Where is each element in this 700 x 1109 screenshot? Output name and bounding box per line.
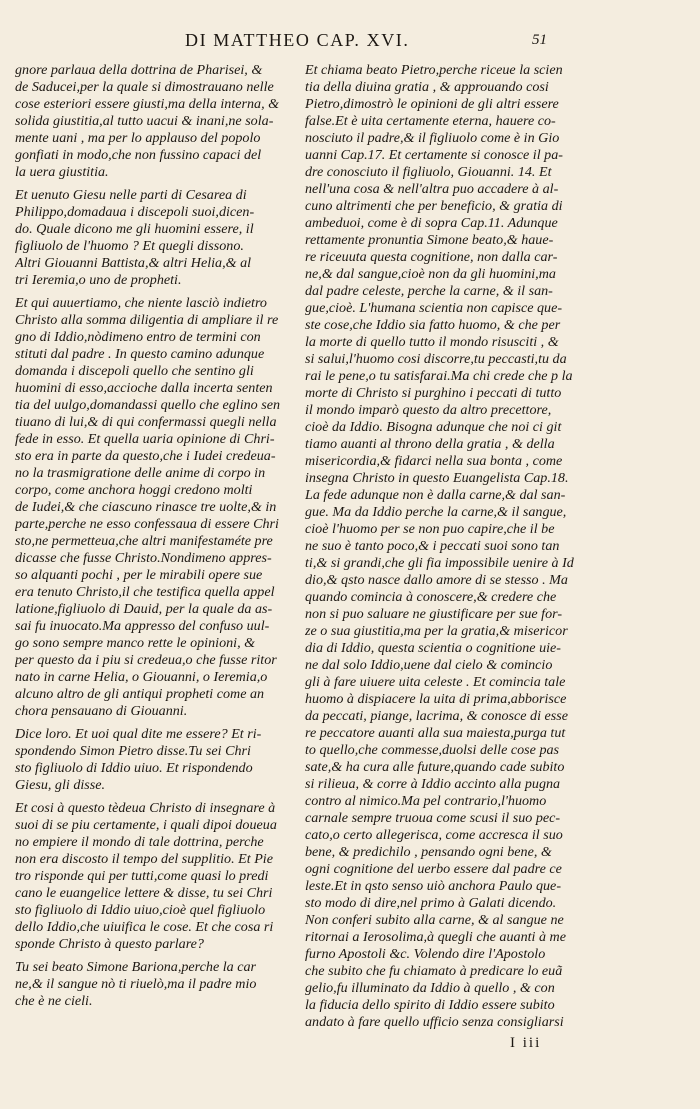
text-line: dello Iddio,che uiuifica le cose. Et che cosa ri <box>15 919 274 935</box>
text-line: dicasse che fusse Christo.Nondimeno appres- <box>15 550 272 566</box>
text-line: gli à fare uiuere uita celeste . Et comincia tale <box>305 674 566 690</box>
text-line: cato,o certo allegerisca, come accresca il suo <box>305 827 563 843</box>
text-line: sto era in parte da questo,che i Iudei credeua- <box>15 448 276 464</box>
text-line: andato à fare quello ufficio senza consigliarsi <box>305 1014 564 1030</box>
text-line: Tu sei beato Simone Bariona,perche la car <box>15 959 256 975</box>
paragraph <box>305 62 591 1031</box>
text-line: mente uani , ma per lo applauso del popolo <box>15 130 261 146</box>
text-line: sto figliuolo di Iddio uiuo. Et rispondendo <box>15 760 253 776</box>
text-line: false.Et è uita certamente eterna, hauere co- <box>305 113 556 129</box>
text-line: corpo, come anchora hoggi credono molti <box>15 482 253 498</box>
text-line: solida giustitia,al tutto uacui & inani,ne sola- <box>15 113 274 129</box>
text-line: Et qui auuertiamo, che niente lasciò indietro <box>15 295 267 311</box>
text-line: spondendo Simon Pietro disse.Tu sei Chri <box>15 743 251 759</box>
text-line: morte di Christo si purghino i peccati di tutto <box>305 385 562 401</box>
text-line: sto,ne permetteua,che altri manifestaméte pre <box>15 533 273 549</box>
text-line: Dice loro. Et uoi qual dite me essere? Et ri- <box>15 726 262 742</box>
text-line: Pietro,dimostrò le opinioni de gli altri essere <box>305 96 559 112</box>
text-line: sto modo di dire,nel primo à Galati dicendo. <box>305 895 557 911</box>
page-header <box>0 30 700 54</box>
text-line: dio,& qsto nasce dallo amore di se stesso . Ma <box>305 572 568 588</box>
text-line: sai fu inuocato.Ma appresso del confuso uul- <box>15 618 270 634</box>
text-line: Non conferi subito alla carne, & al sangue ne <box>305 912 564 928</box>
text-line: non era discosto il tempo del supplitio. Et Pie <box>15 851 273 867</box>
text-line: do. Quale dicono me gli huomini essere, il <box>15 221 254 237</box>
text-line: la morte di quello tutto il mondo risusciti , & <box>305 334 559 350</box>
text-line: fede in esso. Et quella uaria opinione di Chri- <box>15 431 275 447</box>
text-line: La fede adunque non è dalla carne,& dal san- <box>305 487 566 503</box>
text-line: si rilieua, & corre à Iddio accinto alla pugna <box>305 776 561 792</box>
text-line: alcuno altro de gli antiqui propheti come an <box>15 686 265 702</box>
text-line: tia della diuina gratia , & approuando cosi <box>305 79 549 95</box>
text-line: cioè l'huomo per se non puo capire,che il be <box>305 521 555 537</box>
text-line: il mondo imparò questo da altro precettore, <box>305 402 552 418</box>
text-line: sponde Christo à questo parlare? <box>15 936 204 952</box>
text-line: tiuano di lui,& di qui confermassi quegli nella <box>15 414 277 430</box>
text-line: tro risponde qui per tutti,come quasi lo predi <box>15 868 269 884</box>
text-line: ritornai a Ierosolima,à quegli che auanti à me <box>305 929 566 945</box>
text-line: nosciuto il padre,& il figliuolo come è in Gio <box>305 130 560 146</box>
text-line: stituti dal padre . In questo camino adunque <box>15 346 265 362</box>
folio-number: 51 <box>532 32 547 48</box>
text-line: ste cose,che Iddio sia fatto huomo, & che per <box>305 317 561 333</box>
text-line: huomini di esso,accioche dalla incerta senten <box>15 380 273 396</box>
text-line: suoi di se piu certamente, i quali dipoi doueua <box>15 817 277 833</box>
paragraph <box>15 726 301 794</box>
paragraph <box>15 959 301 1010</box>
text-line: so alquanti pochi , per le mirabili opere sue <box>15 567 263 583</box>
text-line: non si puo saluare ne giustificare per sue for- <box>305 606 563 622</box>
text-line: no la trasmigratione delle anime di corpo in <box>15 465 266 481</box>
text-line: ne suo è tanto poco,& i peccati suoi sono tan <box>305 538 560 554</box>
text-line: carnale sempre truoua come scusi il suo pec- <box>305 810 561 826</box>
text-line: nell'una cosa & nell'altra puo accadere à al- <box>305 181 559 197</box>
text-line: de Saducei,per la quale si dimostrauano nelle <box>15 79 274 95</box>
running-title: DI MATTHEO CAP. XVI. <box>185 30 410 50</box>
text-line: ne,& dal sangue,cioè non da gli huomini,ma <box>305 266 556 282</box>
text-line: figliuolo de l'huomo ? Et quegli dissono. <box>15 238 244 254</box>
text-line: Christo alla somma diligentia di ampliare il re <box>15 312 279 328</box>
text-line: per questo da i piu si credeua,o che fusse ritor <box>15 652 277 668</box>
text-line: to quello,che commesse,duolsi delle cose pas <box>305 742 560 758</box>
text-line: cano le euangelice lettere & disse, tu sei Chri <box>15 885 273 901</box>
text-line: ogni cognitione del uerbo essere dal padre ce <box>305 861 562 877</box>
paragraph <box>15 800 301 953</box>
text-line: insegna Christo in questo Euangelista Cap.18. <box>305 470 569 486</box>
text-line: che è ne cieli. <box>15 993 93 1009</box>
signature-mark: I iii <box>510 1035 542 1051</box>
text-line: gelio,fu illuminato da Iddio à quello , & con <box>305 980 555 996</box>
paragraph <box>15 62 301 181</box>
text-line: cioè da Iddio. Bisogna adunque che noi ci git <box>305 419 562 435</box>
text-line: Philippo,domadaua i discepoli suoi,dicen- <box>15 204 255 220</box>
text-line: misericordia,& fidarci nella sua bonta , come <box>305 453 563 469</box>
text-line: Altri Giouanni Battista,& altri Helia,& al <box>15 255 252 271</box>
right-column <box>305 62 591 1037</box>
text-line: Giesu, gli disse. <box>15 777 106 793</box>
text-line: huomo à dispiacere la uita di prima,abborisce <box>305 691 567 707</box>
text-line: si salui,l'huomo cosi discorre,tu peccasti,tu da <box>305 351 567 367</box>
text-line: Et uenuto Giesu nelle parti di Cesarea di <box>15 187 247 203</box>
paragraph <box>15 187 301 289</box>
text-line: tri Ieremia,o uno de propheti. <box>15 272 182 288</box>
text-line: ambeduoi, come è di sopra Cap.11. Adunque <box>305 215 558 231</box>
text-line: no empiere il mondo di tale dottrina, perche <box>15 834 264 850</box>
text-line: dal padre celeste, perche la carne, & il san- <box>305 283 553 299</box>
text-line: gonfiati in modo,che non fussino capaci del <box>15 147 262 163</box>
text-line: Et cosi à questo tèdeua Christo di insegnare à <box>15 800 276 816</box>
paragraph <box>15 295 301 720</box>
text-line: sate,& ha cura alle future,quando cade subito <box>305 759 565 775</box>
text-line: Et chiama beato Pietro,perche riceue la scien <box>305 62 563 78</box>
text-line: parte,perche ne esso confessaua di essere Chri <box>15 516 279 532</box>
text-line: la fiducia dello spirito di Iddio essere subito <box>305 997 555 1013</box>
text-line: chora pensauano di Giouanni. <box>15 703 188 719</box>
text-line: uanni Cap.17. Et certamente si conosce il pa- <box>305 147 563 163</box>
text-line: rai le pene,o tu satisfarai.Ma chi crede che p la <box>305 368 573 384</box>
text-line: sto figliuolo di Iddio uiuo,cioè quel figliuolo <box>15 902 266 918</box>
left-column <box>15 62 301 1016</box>
text-line: che subito che fu chiamato à predicare lo euã <box>305 963 563 979</box>
text-line: go sono sempre manco rette le opinioni, & <box>15 635 256 651</box>
text-line: dre conosciuto il figliuolo, Giouanni. 14. Et <box>305 164 552 180</box>
text-line: gnore parlaua della dottrina de Pharisei, & <box>15 62 263 78</box>
text-line: tiamo auanti al throno della gratia , & della <box>305 436 555 452</box>
text-line: ne dal solo Iddio,uene dal cielo & comincio <box>305 657 553 673</box>
text-line: gno di Iddio,nòdimeno entro de termini con <box>15 329 261 345</box>
text-line: de Iudei,& che ciascuno rinasce tre uolte,& in <box>15 499 277 515</box>
text-line: rettamente pronuntia Simone beato,& haue- <box>305 232 554 248</box>
text-line: la uera giustitia. <box>15 164 109 180</box>
text-line: cose esteriori essere giusti,ma della interna, & <box>15 96 280 112</box>
text-line: contro al nimico.Ma pel contrario,l'huomo <box>305 793 547 809</box>
text-line: ze o sua giustitia,ma per la gratia,& misericor <box>305 623 568 639</box>
text-line: domanda i discepoli quello che sentino gli <box>15 363 254 379</box>
text-line: era tenuto Christo,il che testifica quella appel <box>15 584 275 600</box>
text-line: dia di Iddio, questa scientia o cognitione uie- <box>305 640 561 656</box>
text-line: re riceuuta questa cognitione, non dalla car- <box>305 249 558 265</box>
text-line: gue,cioè. L'humana scientia non capisce que- <box>305 300 563 316</box>
text-line: re peccatore auanti alla sua maiesta,purga tut <box>305 725 566 741</box>
text-line: da peccati, piange, lacrima, & conosce di esse <box>305 708 569 724</box>
text-line: furno Apostoli &c. Volendo dire l'Apostolo <box>305 946 546 962</box>
text-line: cuno altrimenti che per beneficio, & gratia di <box>305 198 563 214</box>
text-line: gue. Ma da Iddio perche la carne,& il sangue, <box>305 504 567 520</box>
text-line: latione,figliuolo di Dauid, per la quale da as- <box>15 601 273 617</box>
text-line: leste.Et in qsto senso uiò anchora Paulo que- <box>305 878 562 894</box>
text-line: ti,& si grandi,che gli fia impossibile uenire à Id <box>305 555 574 571</box>
text-line: bene, & predichilo , pensando ogni bene, & <box>305 844 552 860</box>
text-line: quando comincia à conoscere,& credere che <box>305 589 557 605</box>
text-line: nato in carne Helia, o Giouanni, o Ieremia,o <box>15 669 268 685</box>
text-line: tia del uulgo,domandassi quello che eglino sen <box>15 397 281 413</box>
text-line: ne,& il sangue nò ti riuelò,ma il padre mio <box>15 976 257 992</box>
